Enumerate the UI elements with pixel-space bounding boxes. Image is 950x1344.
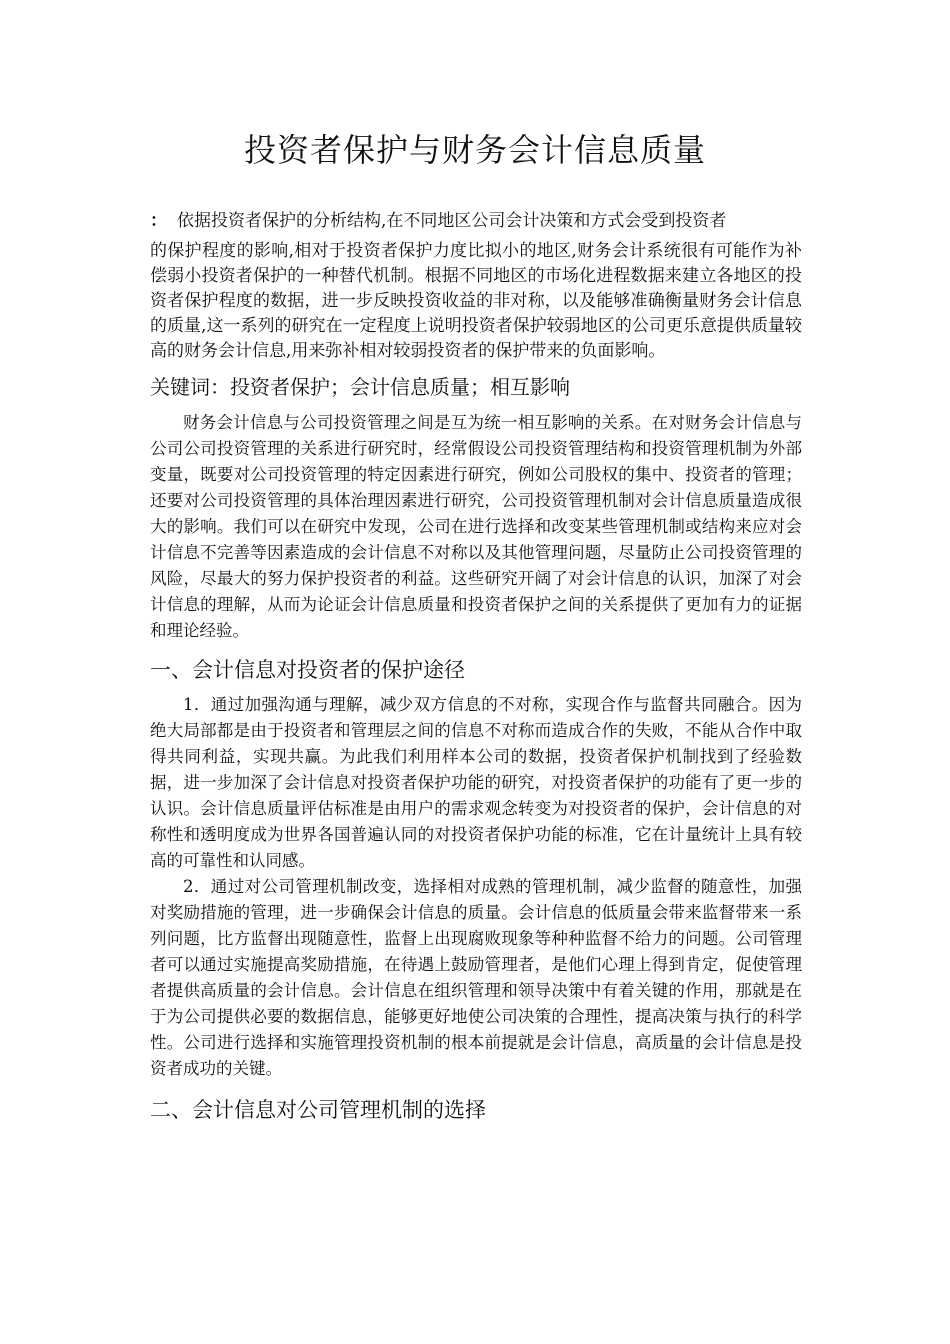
page-title: 投资者保护与财务会计信息质量 (243, 131, 706, 169)
document-body (150, 204, 802, 1132)
intro-paragraph: 财务会计信息与公司投资管理之间是互为统一相互影响的关系。在对财务会计信息与公司公司投资管理的关系进行研究时，经常假设公司投资管理结构和投资管理机制为外部变量，既要对公司投资管理的特定因素进行研究，例如公司股权的集中、投资者的管理；还要对公司投资管理的具体治理因素进行研究，公司投资管理机制对会计信息质量造成很大的影响。我们可以在研究中发现，公司在进行选择和改变某些管理机制或结构来应对会计信息不完善等因素造成的会计信息不对称以及其他管理问题，尽量防止公司投资管理的风险，尽最大的努力保护投资者的利益。这些研究开阔了对会计信息的认识，加深了对会计信息的理解，从而为论证会计信息质量和投资者保护之间的关系提供了更加有力的证据和理论经验。 (150, 413, 802, 640)
abstract-first-text: 依据投资者保护的分析结构,在不同地区公司会计决策和方式会受到投资者 (177, 211, 727, 231)
keywords-line: 关键词：投资者保护；会计信息质量；相互影响 (150, 375, 570, 399)
section1-paragraph-2: 2．通过对公司管理机制改变，选择相对成熟的管理机制，减少监督的随意性，加强对奖励措施的管理，进一步确保会计信息的质量。会计信息的低质量会带来监督带来一系列问题，比方监督出现随意性，监督上出现腐败现象等种种监督不给力的问题。公司管理者可以通过实施提高奖励措施，在待遇上鼓励管理者，是他们心理上得到肯定，促使管理者提供高质量的会计信息。会计信息在组织管理和领导决策中有着关键的作用，那就是在于为公司提供必要的数据信息，能够更好地使公司决策的合理性，提高决策与执行的科学性。公司进行选择和实施管理投资机制的根本前提就是会计信息，高质量的会计信息是投资者成功的关键。 (150, 877, 802, 1078)
abstract-label: ： (150, 211, 167, 231)
section-heading-1: 一、会计信息对投资者的保护途径 (150, 658, 465, 682)
section1-paragraph-1: 1．通过加强沟通与理解，减少双方信息的不对称，实现合作与监督共同融合。因为绝大局部都是由于投资者和管理层之间的信息不对称而造成合作的失败，不能从合作中取得共同利益，实现共赢。为此我们利用样本公司的数据，投资者保护机制找到了经验数据，进一步加深了会计信息对投资者保护功能的研究，对投资者保护的功能有了更一步的认识。会计信息质量评估标准是由用户的需求观念转变为对投资者的保护，会计信息的对称性和透明度成为世界各国普遍认同的对投资者保护功能的标准，它在计量统计上具有较高的可靠性和认同感。 (150, 695, 802, 870)
abstract-first-line (150, 204, 802, 239)
section-heading-2: 二、会计信息对公司管理机制的选择 (150, 1098, 486, 1122)
abstract-text: 的保护程度的影响,相对于投资者保护力度比拟小的地区,财务会计系统很有可能作为补偿弱小投资者保护的一种替代机制。根据不同地区的市场化进程数据来建立各地区的投资者保护程度的数据，进一步反映投资收益的非对称，以及能够准确衡量财务会计信息的质量,这一系列的研究在一定程度上说明投资者保护较弱地区的公司更乐意提供质量较高的财务会计信息,用来弥补相对较弱投资者的保护带来的负面影响。 (150, 241, 802, 361)
